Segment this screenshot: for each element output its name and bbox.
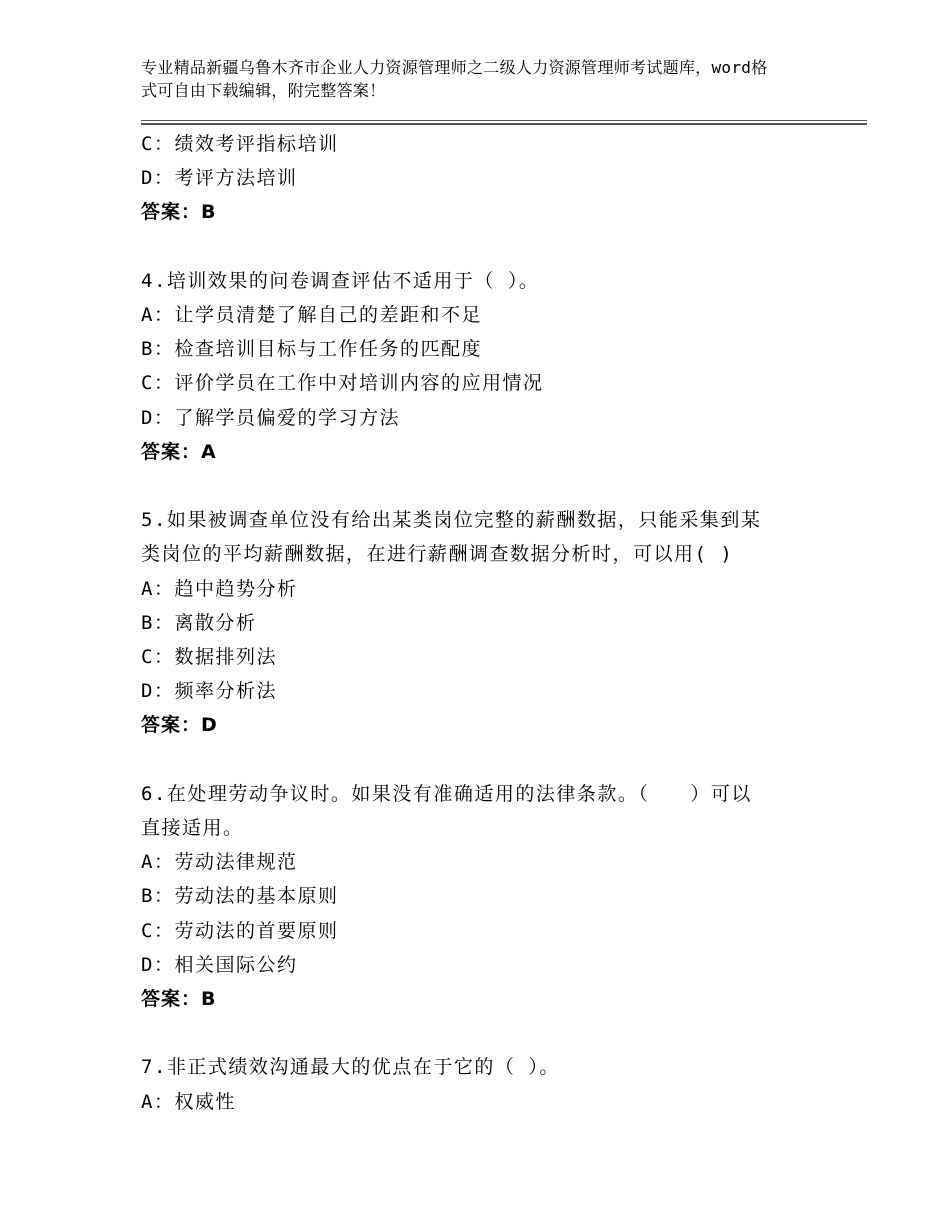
option-b: B：检查培训目标与工作任务的匹配度: [141, 338, 482, 361]
option-c: C：评价学员在工作中对培训内容的应用情况: [141, 372, 544, 395]
option-a: A：劳动法律规范: [141, 851, 298, 874]
answer-line: 答案：A: [141, 440, 217, 463]
option-d: D：了解学员偏爱的学习方法: [141, 406, 400, 429]
document-header: [141, 56, 781, 102]
question-stem: 6.在处理劳动争议时。如果没有准确适用的法律条款。（ ）可以: [141, 782, 752, 805]
question-stem-continued: 直接适用。: [141, 817, 244, 840]
question-7: [141, 1050, 801, 1118]
answer-line: 答案：D: [141, 714, 218, 737]
question-stem: 5.如果被调查单位没有给出某类岗位完整的薪酬数据，只能采集到某: [141, 509, 762, 532]
question-4: [141, 264, 801, 469]
option-a: A：权威性: [141, 1090, 236, 1113]
option-b: B：离散分析: [141, 611, 257, 634]
carryover-block: [141, 127, 801, 230]
option-d: D：频率分析法: [141, 680, 277, 703]
option-d: D：考评方法培训: [141, 167, 298, 190]
option-a: A：让学员清楚了解自己的差距和不足: [141, 304, 482, 326]
answer-line: 答案：B: [141, 988, 217, 1011]
question-list: [141, 127, 801, 1119]
question-stem: 4.培训效果的问卷调查评估不适用于（ ）。: [141, 269, 540, 292]
option-d: D：相关国际公约: [141, 953, 298, 976]
option-c: C：数据排列法: [141, 646, 277, 669]
header-divider: [141, 120, 867, 126]
question-stem: 7.非正式绩效沟通最大的优点在于它的（ ）。: [141, 1056, 560, 1079]
answer-line: 答案：B: [141, 201, 217, 224]
question-6: [141, 777, 801, 1016]
question-stem-continued: 类岗位的平均薪酬数据，在进行薪酬调查数据分析时，可以用( ): [141, 543, 734, 566]
header-title: 专业精品新疆乌鲁木齐市企业人力资源管理师之二级人力资源管理师考试题库，word格式可自由下载编辑，附完整答案！: [141, 58, 768, 100]
question-5: [141, 503, 801, 742]
option-c: C：劳动法的首要原则: [141, 919, 339, 942]
option-b: B：劳动法的基本原则: [141, 885, 339, 908]
option-a: A：趋中趋势分析: [141, 577, 298, 600]
option-c: C：绩效考评指标培训: [141, 133, 339, 155]
